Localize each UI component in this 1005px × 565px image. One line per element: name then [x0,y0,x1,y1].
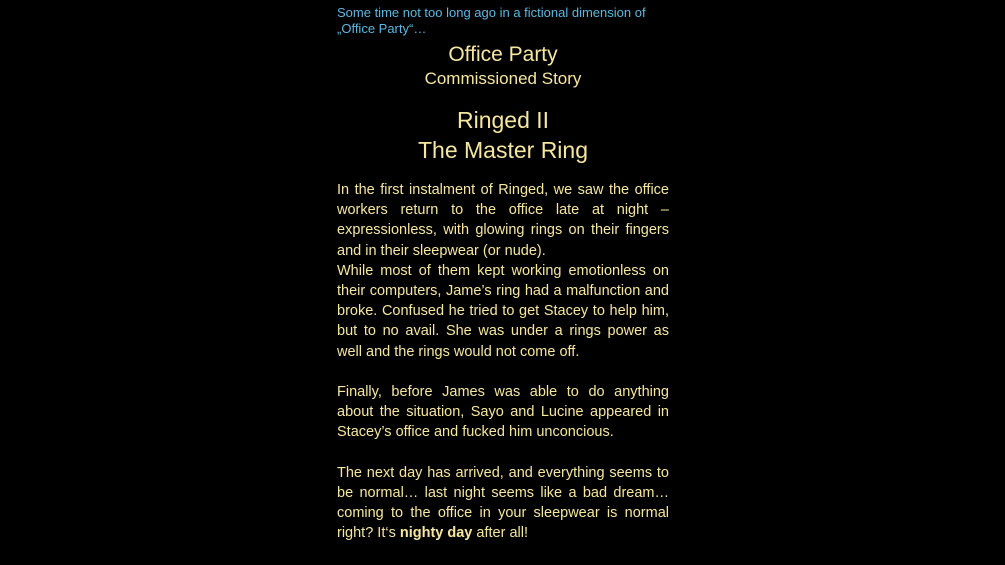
paragraph-malfunction: While most of them kept working emotionless on their computers, Jame’s ring had a malfunction and broke. Confused he tried to get Stacey to help him, but to no avail. She was under a rings power as well and the rings would not come off. [337,262,669,360]
paragraph-recap: In the first instalment of Ringed, we saw the office workers return to the office late at night – expressionless, with glowing rings on their fingers and in their sleepwear (or nude). [337,182,669,259]
story-subtitle: The Master Ring [417,137,588,163]
story-title: Ringed II [456,107,550,133]
story-column [337,5,669,544]
paragraph-next-day [337,463,669,544]
next-day-text-start: The next day has arrived, and everything seems to be normal… last night seems like a bad dream… coming to the office in your sleepwear is normal right? It‘s [337,464,669,542]
intro-text: Some time not too long ago in a fictional dimension of „Office Party“… [337,5,646,36]
nighty-day-emphasis: nighty day [399,525,473,542]
page-subtitle: Commissioned Story [424,69,582,88]
page-title: Office Party [448,43,558,66]
story-body [337,180,669,544]
next-day-text-end: after all! [472,525,528,542]
paragraph-finally: Finally, before James was able to do anything about the situation, Sayo and Lucine appeared in Stacey’s office and fucked him unconcious. [337,384,669,441]
